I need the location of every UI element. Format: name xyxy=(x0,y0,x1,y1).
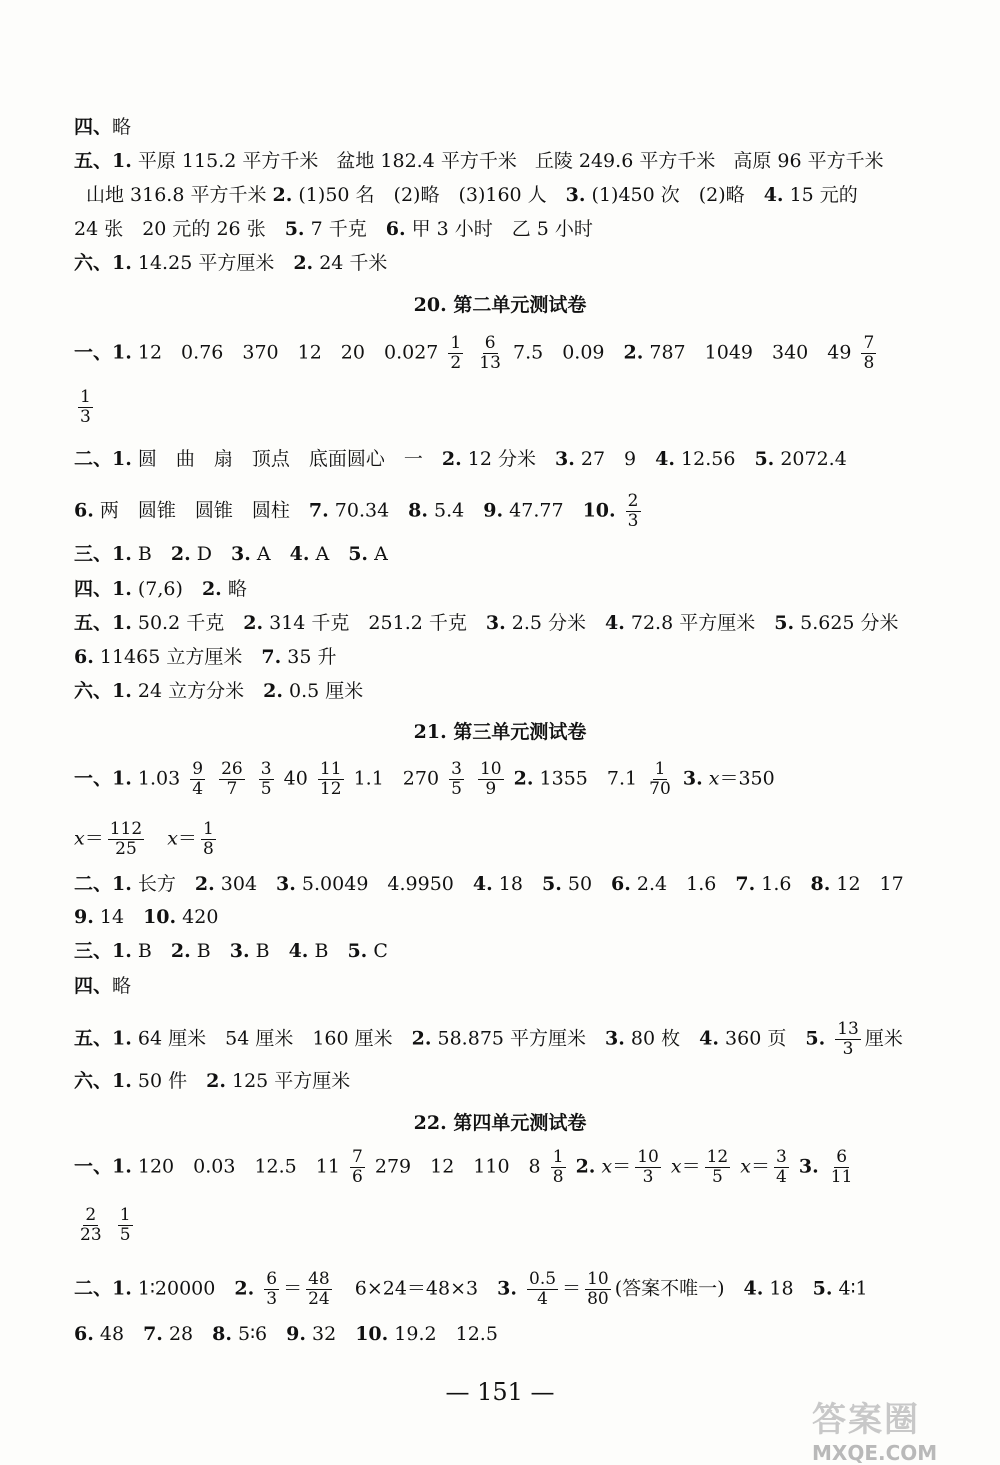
line-20-2: 二、1. 圆 曲 扇 顶点 底面圆心 一 2. 12 分米 3. 27 9 4. 12.56 5. 2072.4 xyxy=(74,448,847,470)
line-4: 四、略 xyxy=(74,116,132,138)
line-21-4: 三、1. B 2. B 3. B 4. B 5. C xyxy=(74,940,388,962)
line-20-1b: $\frac{1}{3}$ xyxy=(80,387,91,427)
line-20-7: 6. 11465 立方厘米 7. 35 升 xyxy=(74,646,337,668)
line-22-3: 6. 48 7. 28 8. 5∶6 9. 32 10. 19.2 12.5 xyxy=(74,1323,498,1345)
section-title-21: 21. 第三单元测试卷 xyxy=(413,721,587,743)
watermark-url: MXQE.COM xyxy=(812,1441,938,1465)
section-title-22: 22. 第四单元测试卷 xyxy=(413,1112,587,1134)
line-20-3: 6. 两 圆锥 圆锥 圆柱 7. 70.34 8. 5.4 9. 47.77 10. $\frac{2}{3}$ xyxy=(74,491,639,531)
line-21-6: 五、1. 64 厘米 54 厘米 160 厘米 2. 58.875 平方厘米 3. 80 枚 4. 360 页 5. $\frac{13}{3}$ 厘米 xyxy=(74,1019,903,1059)
watermark-text: 答案圈 xyxy=(812,1400,920,1440)
line-22-1: 一、1. 120 0.03 12.5 11 $\frac{7}{6}$ 279 12 110 8 $\frac{1}{8}$ 2. x＝ $\frac{10}{3}$ x＝ $\frac{12}{5}$ x＝ $\frac{3}{4}$ 3. $\frac{6}{11}$ xyxy=(74,1147,853,1187)
line-6: 六、1. 14.25 平方厘米 2. 24 千米 xyxy=(74,252,388,274)
line-22-1b: $\frac{2}{23}$ $\frac{1}{5}$ xyxy=(80,1205,131,1245)
line-22-2: 二、1. 1∶20000 2. $\frac{6}{3}$ ＝ $\frac{48}{24}$ 6×24＝48×3 3. $\frac{0.5}{4}$ ＝ $\frac{10}{80}$ (答案不唯一) 4. 18 5. 4∶1 xyxy=(74,1269,868,1309)
line-21-2: 二、1. 长方 2. 304 3. 5.0049 4.9950 4. 18 5. 50 6. 2.4 1.6 7. 1.6 8. 12 17 xyxy=(74,873,904,895)
line-20-4: 三、1. B 2. D 3. A 4. A 5. A xyxy=(74,543,388,565)
line-21-5: 四、略 xyxy=(74,975,132,997)
line-20-8: 六、1. 24 立方分米 2. 0.5 厘米 xyxy=(74,680,364,702)
line-20-5: 四、1. (7,6) 2. 略 xyxy=(74,578,247,600)
line-5-3: 24 张 20 元的 26 张 5. 7 千克 6. 甲 3 小时 乙 5 小时 xyxy=(74,218,593,240)
line-21-3: 9. 14 10. 420 xyxy=(74,906,219,928)
line-21-1: 一、1. 1.03 $\frac{9}{4}$ $\frac{26}{7}$ $\frac{3}{5}$ 40 $\frac{11}{12}$ 1.1 270 $\frac{3}{5}$ $\frac{10}{9}$ 2. 1355 7.1 $\frac{1}{70}$ 3. x＝350 xyxy=(74,759,775,799)
line-20-1: 一、1. 12 0.76 370 12 20 0.027 $\frac{1}{2}$ $\frac{6}{13}$ 7.5 0.09 2. 787 1049 340 49 $\frac{7}{8}$ xyxy=(74,333,875,373)
line-21-7: 六、1. 50 件 2. 125 平方厘米 xyxy=(74,1070,351,1092)
section-title-20: 20. 第二单元测试卷 xyxy=(413,294,587,316)
line-21-1b: x＝ $\frac{112}{25}$ x＝ $\frac{1}{8}$ xyxy=(74,819,214,859)
line-5-2: 山地 316.8 平方千米 2. (1)50 名 (2)略 (3)160 人 3. (1)450 次 (2)略 4. 15 元的 xyxy=(86,184,858,206)
line-20-6: 五、1. 50.2 千克 2. 314 千克 251.2 千克 3. 2.5 分米 4. 72.8 平方厘米 5. 5.625 分米 xyxy=(74,612,899,634)
watermark-logo xyxy=(812,1392,980,1465)
page-number: — 151 — xyxy=(445,1378,555,1406)
line-5-1: 五、1. 平原 115.2 平方千米 盆地 182.4 平方千米 丘陵 249.6 平方千米 高原 96 平方千米 xyxy=(74,150,884,172)
